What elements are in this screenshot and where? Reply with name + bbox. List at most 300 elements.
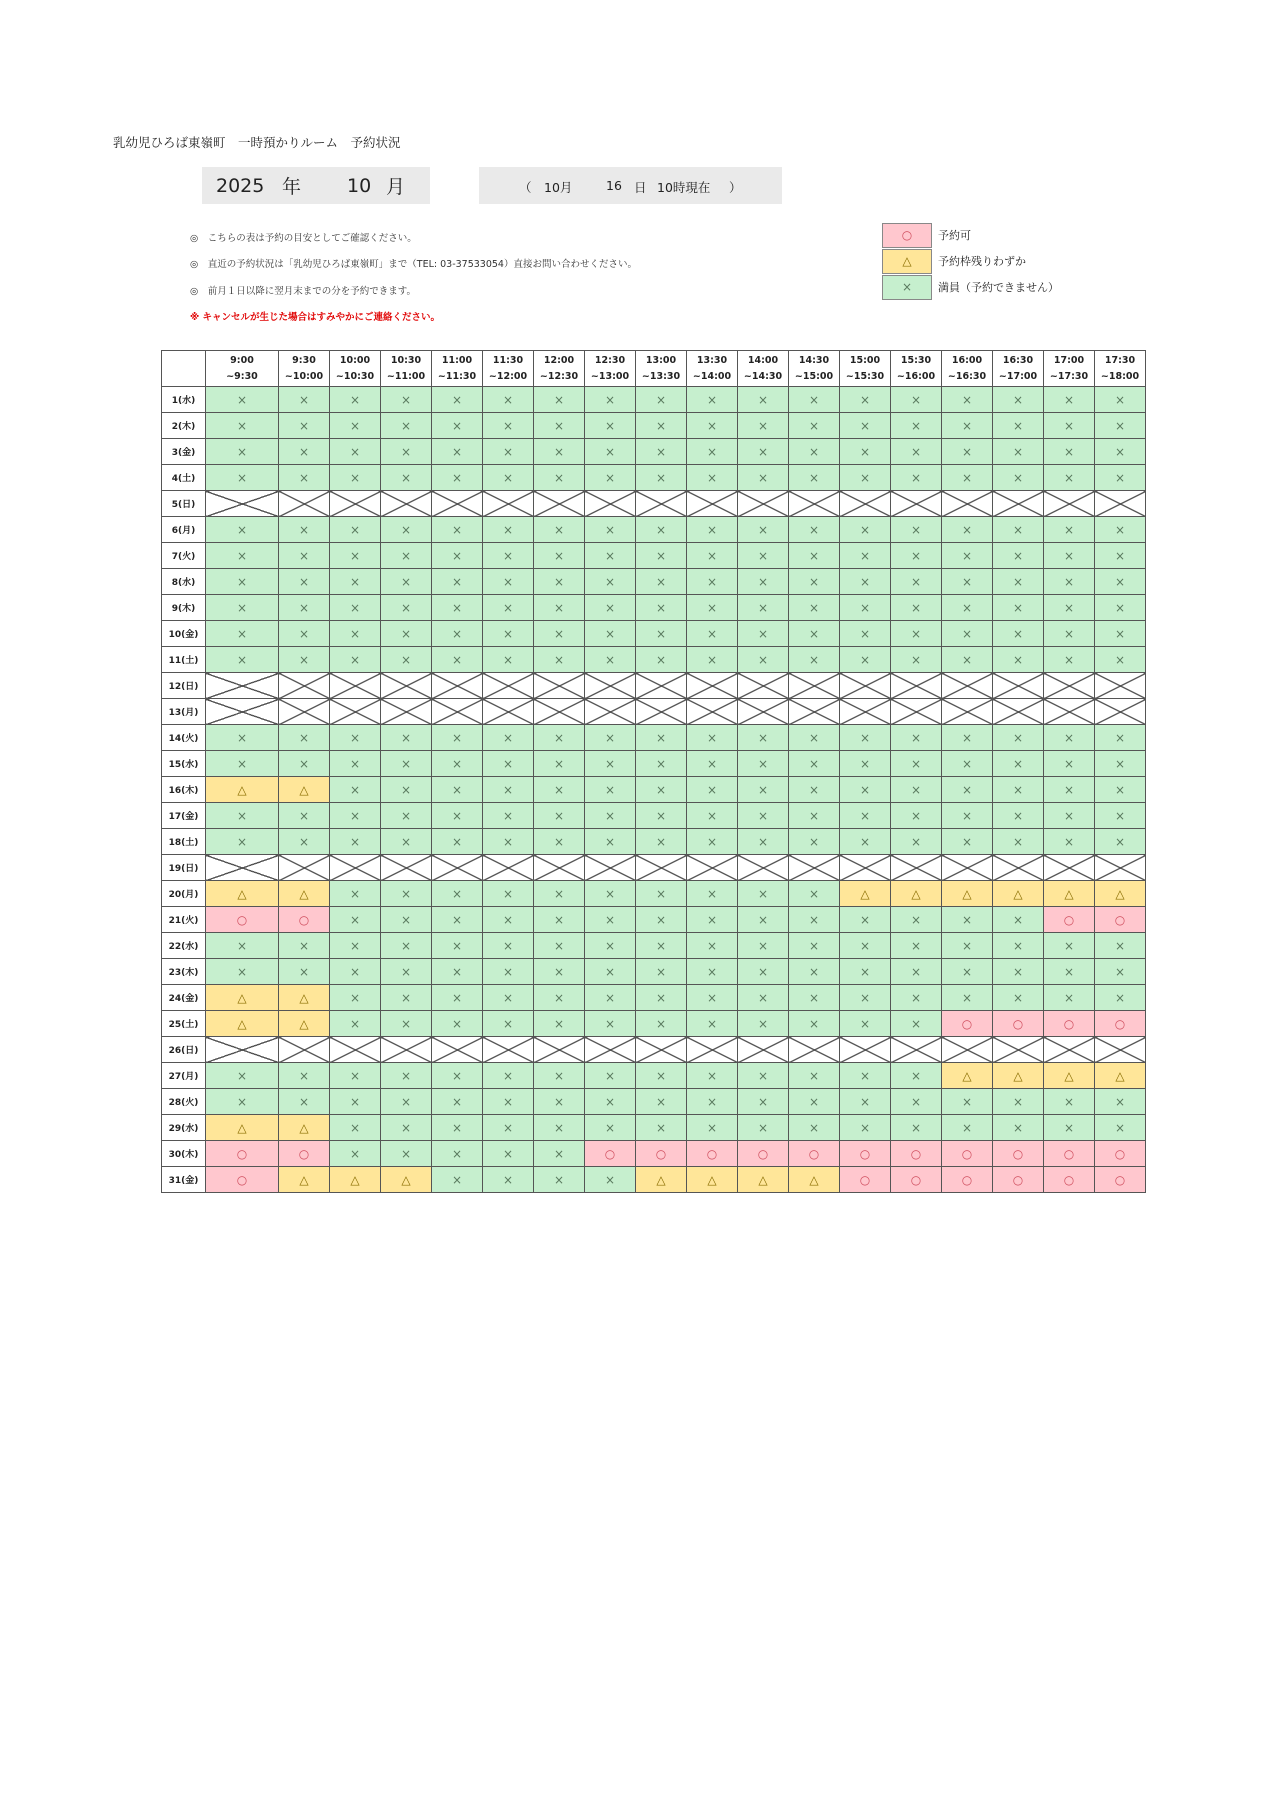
closed-cell — [942, 1037, 993, 1063]
slot-cell: × — [942, 907, 993, 933]
slot-cell: × — [891, 621, 942, 647]
slot-cell: × — [1044, 1089, 1095, 1115]
table-row — [162, 1089, 1146, 1115]
slot-cell: × — [381, 439, 432, 465]
slot-start: 13:00 — [645, 354, 677, 366]
slot-cell: × — [738, 829, 789, 855]
table-row — [162, 595, 1146, 621]
slot-cell: △ — [381, 1167, 432, 1193]
time-slot-header — [483, 351, 534, 387]
slot-cell: △ — [206, 777, 279, 803]
slot-cell: × — [789, 725, 840, 751]
slot-cell: × — [483, 985, 534, 1011]
closed-cell — [381, 491, 432, 517]
slot-cell: × — [840, 1063, 891, 1089]
slot-cell: × — [381, 647, 432, 673]
closed-cell — [206, 491, 279, 517]
slot-cell: × — [687, 621, 738, 647]
slot-cell: × — [942, 777, 993, 803]
slot-cell: × — [738, 1115, 789, 1141]
slot-cell: ○ — [840, 1141, 891, 1167]
slot-cell: × — [687, 1089, 738, 1115]
slot-cell: × — [432, 751, 483, 777]
slot-cell: × — [534, 595, 585, 621]
slot-cell: × — [206, 595, 279, 621]
slot-start: 14:30 — [798, 354, 830, 366]
slot-cell: × — [891, 387, 942, 413]
legend-label-few: 予約枠残りわずか — [938, 255, 1026, 268]
closed-cell — [840, 673, 891, 699]
slot-cell: × — [432, 933, 483, 959]
slot-cell: × — [789, 1115, 840, 1141]
slot-cell: × — [891, 1063, 942, 1089]
slot-cell: × — [206, 621, 279, 647]
slot-cell: × — [840, 1011, 891, 1037]
time-slot-header — [1095, 351, 1146, 387]
as-of-day-unit: 日 — [634, 180, 647, 195]
slot-cell: × — [432, 907, 483, 933]
slot-cell: × — [738, 569, 789, 595]
slot-cell: × — [483, 465, 534, 491]
slot-cell: × — [789, 959, 840, 985]
slot-cell: × — [789, 777, 840, 803]
slot-cell: × — [432, 881, 483, 907]
slot-cell: × — [636, 387, 687, 413]
slot-cell: × — [206, 725, 279, 751]
slot-cell: × — [993, 829, 1044, 855]
slot-end: ~17:00 — [998, 370, 1038, 382]
slot-cell: × — [993, 907, 1044, 933]
slot-cell: × — [585, 387, 636, 413]
slot-cell: × — [891, 465, 942, 491]
slot-cell: × — [330, 959, 381, 985]
slot-cell: × — [636, 777, 687, 803]
slot-cell: × — [206, 1089, 279, 1115]
slot-cell: × — [381, 907, 432, 933]
closed-cell — [534, 673, 585, 699]
legend-swatch-full: × — [882, 275, 932, 300]
slot-cell: × — [585, 1167, 636, 1193]
slot-cell: × — [1095, 1115, 1146, 1141]
slot-cell: × — [483, 595, 534, 621]
slot-cell: × — [534, 413, 585, 439]
closed-cell — [1095, 699, 1146, 725]
slot-cell: × — [789, 647, 840, 673]
slot-cell: × — [636, 725, 687, 751]
slot-cell: × — [206, 387, 279, 413]
slot-end: ~15:00 — [794, 370, 834, 382]
slot-cell: × — [636, 907, 687, 933]
slot-cell: × — [585, 803, 636, 829]
closed-cell — [279, 673, 330, 699]
table-row — [162, 1011, 1146, 1037]
slot-cell: × — [330, 439, 381, 465]
slot-cell: × — [432, 1167, 483, 1193]
closed-cell — [1095, 673, 1146, 699]
slot-cell: △ — [942, 881, 993, 907]
slot-end: ~15:30 — [845, 370, 885, 382]
slot-cell: × — [1095, 985, 1146, 1011]
slot-cell: × — [330, 1089, 381, 1115]
slot-cell: × — [330, 751, 381, 777]
closed-cell — [1044, 491, 1095, 517]
slot-cell: × — [687, 413, 738, 439]
slot-cell: × — [789, 387, 840, 413]
legend-few — [882, 248, 1026, 274]
slot-cell: × — [636, 959, 687, 985]
slot-cell: × — [534, 1167, 585, 1193]
time-slot-header — [636, 351, 687, 387]
slot-cell: × — [279, 621, 330, 647]
slot-end: ~13:30 — [641, 370, 681, 382]
closed-cell — [330, 855, 381, 881]
slot-cell: × — [636, 621, 687, 647]
slot-cell: × — [585, 777, 636, 803]
closed-cell — [330, 699, 381, 725]
slot-cell: × — [585, 465, 636, 491]
slot-cell: × — [891, 595, 942, 621]
slot-cell: × — [432, 1115, 483, 1141]
as-of-close-paren: ） — [729, 180, 742, 195]
slot-cell: × — [687, 881, 738, 907]
slot-cell: × — [738, 959, 789, 985]
slot-cell: × — [636, 439, 687, 465]
closed-cell — [381, 1037, 432, 1063]
time-slot-header — [1044, 351, 1095, 387]
slot-start: 15:00 — [849, 354, 881, 366]
slot-cell: × — [942, 829, 993, 855]
slot-cell: × — [1095, 413, 1146, 439]
slot-cell: × — [789, 803, 840, 829]
slot-cell: × — [993, 933, 1044, 959]
slot-cell: × — [738, 881, 789, 907]
closed-cell — [687, 491, 738, 517]
slot-cell: × — [942, 725, 993, 751]
table-row — [162, 725, 1146, 751]
slot-cell: × — [1044, 387, 1095, 413]
slot-cell: × — [381, 985, 432, 1011]
slot-cell: ○ — [1095, 1167, 1146, 1193]
slot-cell: × — [381, 1063, 432, 1089]
note-1: ◎ こちらの表は予約の目安としてご確認ください。 — [190, 233, 417, 244]
slot-cell: × — [279, 829, 330, 855]
slot-cell: × — [381, 751, 432, 777]
slot-cell: × — [279, 647, 330, 673]
slot-cell: × — [1095, 933, 1146, 959]
slot-cell: × — [993, 751, 1044, 777]
slot-cell: × — [1095, 829, 1146, 855]
slot-cell: × — [330, 647, 381, 673]
slot-cell: × — [1095, 517, 1146, 543]
slot-cell: × — [942, 543, 993, 569]
closed-cell — [534, 855, 585, 881]
slot-cell: × — [789, 465, 840, 491]
slot-cell: × — [738, 725, 789, 751]
slot-cell: × — [687, 569, 738, 595]
slot-cell: × — [483, 933, 534, 959]
slot-cell: × — [891, 751, 942, 777]
table-row — [162, 569, 1146, 595]
slot-cell: × — [942, 959, 993, 985]
slot-cell: × — [789, 1089, 840, 1115]
slot-cell: × — [483, 569, 534, 595]
slot-cell: × — [279, 1089, 330, 1115]
slot-cell: × — [1044, 933, 1095, 959]
time-slot-header — [206, 351, 279, 387]
time-slot-header-row — [162, 351, 1146, 387]
slot-cell: × — [840, 465, 891, 491]
slot-cell: × — [534, 907, 585, 933]
slot-cell: × — [993, 725, 1044, 751]
time-slot-header — [432, 351, 483, 387]
slot-end: ~12:30 — [539, 370, 579, 382]
closed-cell — [687, 1037, 738, 1063]
table-row — [162, 413, 1146, 439]
slot-cell: × — [636, 569, 687, 595]
slot-cell: × — [636, 1011, 687, 1037]
slot-cell: × — [381, 517, 432, 543]
slot-cell: × — [585, 881, 636, 907]
slot-cell: × — [840, 647, 891, 673]
slot-cell: ○ — [279, 1141, 330, 1167]
slot-start: 15:30 — [900, 354, 932, 366]
slot-cell: × — [840, 829, 891, 855]
time-slot-header — [993, 351, 1044, 387]
slot-cell: × — [942, 387, 993, 413]
slot-cell: × — [993, 959, 1044, 985]
slot-cell: × — [279, 725, 330, 751]
slot-cell: × — [993, 413, 1044, 439]
slot-cell: × — [585, 725, 636, 751]
slot-cell: × — [840, 933, 891, 959]
slot-cell: × — [840, 751, 891, 777]
slot-cell: × — [279, 803, 330, 829]
closed-cell — [585, 491, 636, 517]
slot-cell: × — [738, 1089, 789, 1115]
slot-cell: ○ — [1044, 907, 1095, 933]
time-slot-header — [738, 351, 789, 387]
slot-cell: × — [789, 933, 840, 959]
slot-cell: △ — [738, 1167, 789, 1193]
slot-cell: ○ — [687, 1141, 738, 1167]
slot-cell: × — [381, 413, 432, 439]
closed-cell — [789, 491, 840, 517]
slot-cell: × — [585, 569, 636, 595]
slot-cell: × — [636, 413, 687, 439]
table-row — [162, 439, 1146, 465]
month-unit: 月 — [386, 176, 406, 198]
table-row — [162, 855, 1146, 881]
slot-cell: × — [381, 959, 432, 985]
slot-cell: × — [789, 621, 840, 647]
slot-cell: × — [993, 387, 1044, 413]
slot-cell: × — [789, 985, 840, 1011]
slot-cell: × — [738, 621, 789, 647]
slot-cell: × — [206, 933, 279, 959]
slot-cell: × — [891, 1115, 942, 1141]
slot-end: ~9:30 — [226, 370, 258, 382]
table-row — [162, 985, 1146, 1011]
slot-cell: × — [636, 803, 687, 829]
slot-cell: × — [993, 439, 1044, 465]
slot-cell: △ — [279, 1167, 330, 1193]
slot-cell: ○ — [206, 907, 279, 933]
slot-end: ~16:30 — [947, 370, 987, 382]
slot-cell: × — [381, 569, 432, 595]
slot-cell: × — [585, 907, 636, 933]
closed-cell — [789, 1037, 840, 1063]
year-unit: 年 — [282, 176, 302, 198]
day-label: 31(金) — [162, 1167, 206, 1193]
slot-cell: △ — [279, 1115, 330, 1141]
slot-start: 10:00 — [339, 354, 371, 366]
slot-cell: × — [483, 439, 534, 465]
closed-cell — [432, 491, 483, 517]
slot-cell: × — [636, 933, 687, 959]
day-label: 20(月) — [162, 881, 206, 907]
slot-cell: × — [738, 907, 789, 933]
slot-cell: × — [840, 1115, 891, 1141]
day-label: 11(土) — [162, 647, 206, 673]
slot-start: 11:00 — [441, 354, 473, 366]
slot-cell: × — [738, 1011, 789, 1037]
slot-cell: × — [891, 725, 942, 751]
slot-cell: × — [585, 1063, 636, 1089]
table-row — [162, 387, 1146, 413]
closed-cell — [687, 855, 738, 881]
slot-cell: × — [1044, 959, 1095, 985]
legend-full — [882, 274, 1059, 300]
closed-cell — [789, 699, 840, 725]
slot-cell: × — [330, 1011, 381, 1037]
slot-cell: × — [1044, 803, 1095, 829]
slot-cell: × — [636, 595, 687, 621]
slot-cell: × — [789, 1063, 840, 1089]
closed-cell — [279, 491, 330, 517]
day-label: 8(水) — [162, 569, 206, 595]
slot-cell: × — [279, 439, 330, 465]
slot-cell: × — [483, 907, 534, 933]
slot-cell: △ — [789, 1167, 840, 1193]
slot-cell: ○ — [1044, 1141, 1095, 1167]
slot-cell: × — [206, 543, 279, 569]
slot-cell: × — [993, 543, 1044, 569]
slot-cell: ○ — [993, 1141, 1044, 1167]
closed-cell — [993, 1037, 1044, 1063]
slot-start: 12:00 — [543, 354, 575, 366]
slot-cell: × — [738, 543, 789, 569]
slot-cell: × — [279, 387, 330, 413]
slot-cell: × — [687, 647, 738, 673]
slot-cell: × — [1044, 413, 1095, 439]
slot-cell: × — [381, 621, 432, 647]
slot-cell: × — [381, 829, 432, 855]
slot-cell: × — [636, 543, 687, 569]
slot-cell: × — [789, 439, 840, 465]
closed-cell — [942, 855, 993, 881]
slot-cell: × — [534, 777, 585, 803]
slot-start: 14:00 — [747, 354, 779, 366]
slot-cell: × — [840, 413, 891, 439]
closed-cell — [206, 699, 279, 725]
slot-cell: × — [636, 1115, 687, 1141]
slot-cell: × — [585, 1011, 636, 1037]
slot-cell: × — [1044, 829, 1095, 855]
slot-cell: × — [381, 387, 432, 413]
cancel-warning: ※ キャンセルが生じた場合はすみやかにご連絡ください。 — [190, 312, 441, 323]
slot-cell: × — [636, 1089, 687, 1115]
slot-cell: × — [483, 751, 534, 777]
slot-cell: × — [279, 543, 330, 569]
slot-cell: × — [483, 777, 534, 803]
day-label: 18(土) — [162, 829, 206, 855]
slot-cell: × — [687, 985, 738, 1011]
closed-cell — [585, 1037, 636, 1063]
slot-cell: △ — [993, 1063, 1044, 1089]
day-label: 23(木) — [162, 959, 206, 985]
slot-start: 13:30 — [696, 354, 728, 366]
slot-cell: × — [534, 959, 585, 985]
table-row — [162, 751, 1146, 777]
slot-cell: × — [330, 829, 381, 855]
slot-cell: × — [1095, 647, 1146, 673]
table-row — [162, 1115, 1146, 1141]
slot-cell: ○ — [993, 1011, 1044, 1037]
slot-cell: × — [891, 1089, 942, 1115]
slot-cell: × — [891, 1011, 942, 1037]
slot-cell: × — [534, 387, 585, 413]
month-display — [202, 167, 430, 204]
slot-end: ~17:30 — [1049, 370, 1089, 382]
legend-swatch-few: △ — [882, 249, 932, 274]
slot-cell: × — [636, 517, 687, 543]
slot-cell: × — [687, 959, 738, 985]
slot-cell: × — [206, 439, 279, 465]
slot-cell: △ — [279, 777, 330, 803]
slot-cell: × — [636, 881, 687, 907]
slot-cell: × — [1095, 725, 1146, 751]
day-label: 14(火) — [162, 725, 206, 751]
slot-cell: △ — [993, 881, 1044, 907]
slot-cell: × — [738, 595, 789, 621]
slot-cell: × — [330, 517, 381, 543]
slot-start: 16:30 — [1002, 354, 1034, 366]
slot-cell: × — [279, 465, 330, 491]
closed-cell — [1044, 1037, 1095, 1063]
legend-available — [882, 222, 971, 248]
slot-cell: × — [840, 387, 891, 413]
closed-cell — [1044, 699, 1095, 725]
table-row — [162, 933, 1146, 959]
day-label: 10(金) — [162, 621, 206, 647]
slot-cell: × — [687, 933, 738, 959]
table-row — [162, 1167, 1146, 1193]
slot-cell: × — [279, 413, 330, 439]
closed-cell — [483, 699, 534, 725]
slot-cell: × — [942, 413, 993, 439]
slot-cell: × — [585, 543, 636, 569]
slot-cell: × — [279, 1063, 330, 1089]
slot-cell: ○ — [789, 1141, 840, 1167]
slot-cell: × — [432, 829, 483, 855]
slot-cell: × — [330, 387, 381, 413]
slot-cell: × — [891, 959, 942, 985]
day-label: 24(金) — [162, 985, 206, 1011]
corner-cell — [162, 351, 206, 387]
closed-cell — [1044, 855, 1095, 881]
month-value: 10 — [347, 174, 372, 197]
time-slot-header — [687, 351, 738, 387]
